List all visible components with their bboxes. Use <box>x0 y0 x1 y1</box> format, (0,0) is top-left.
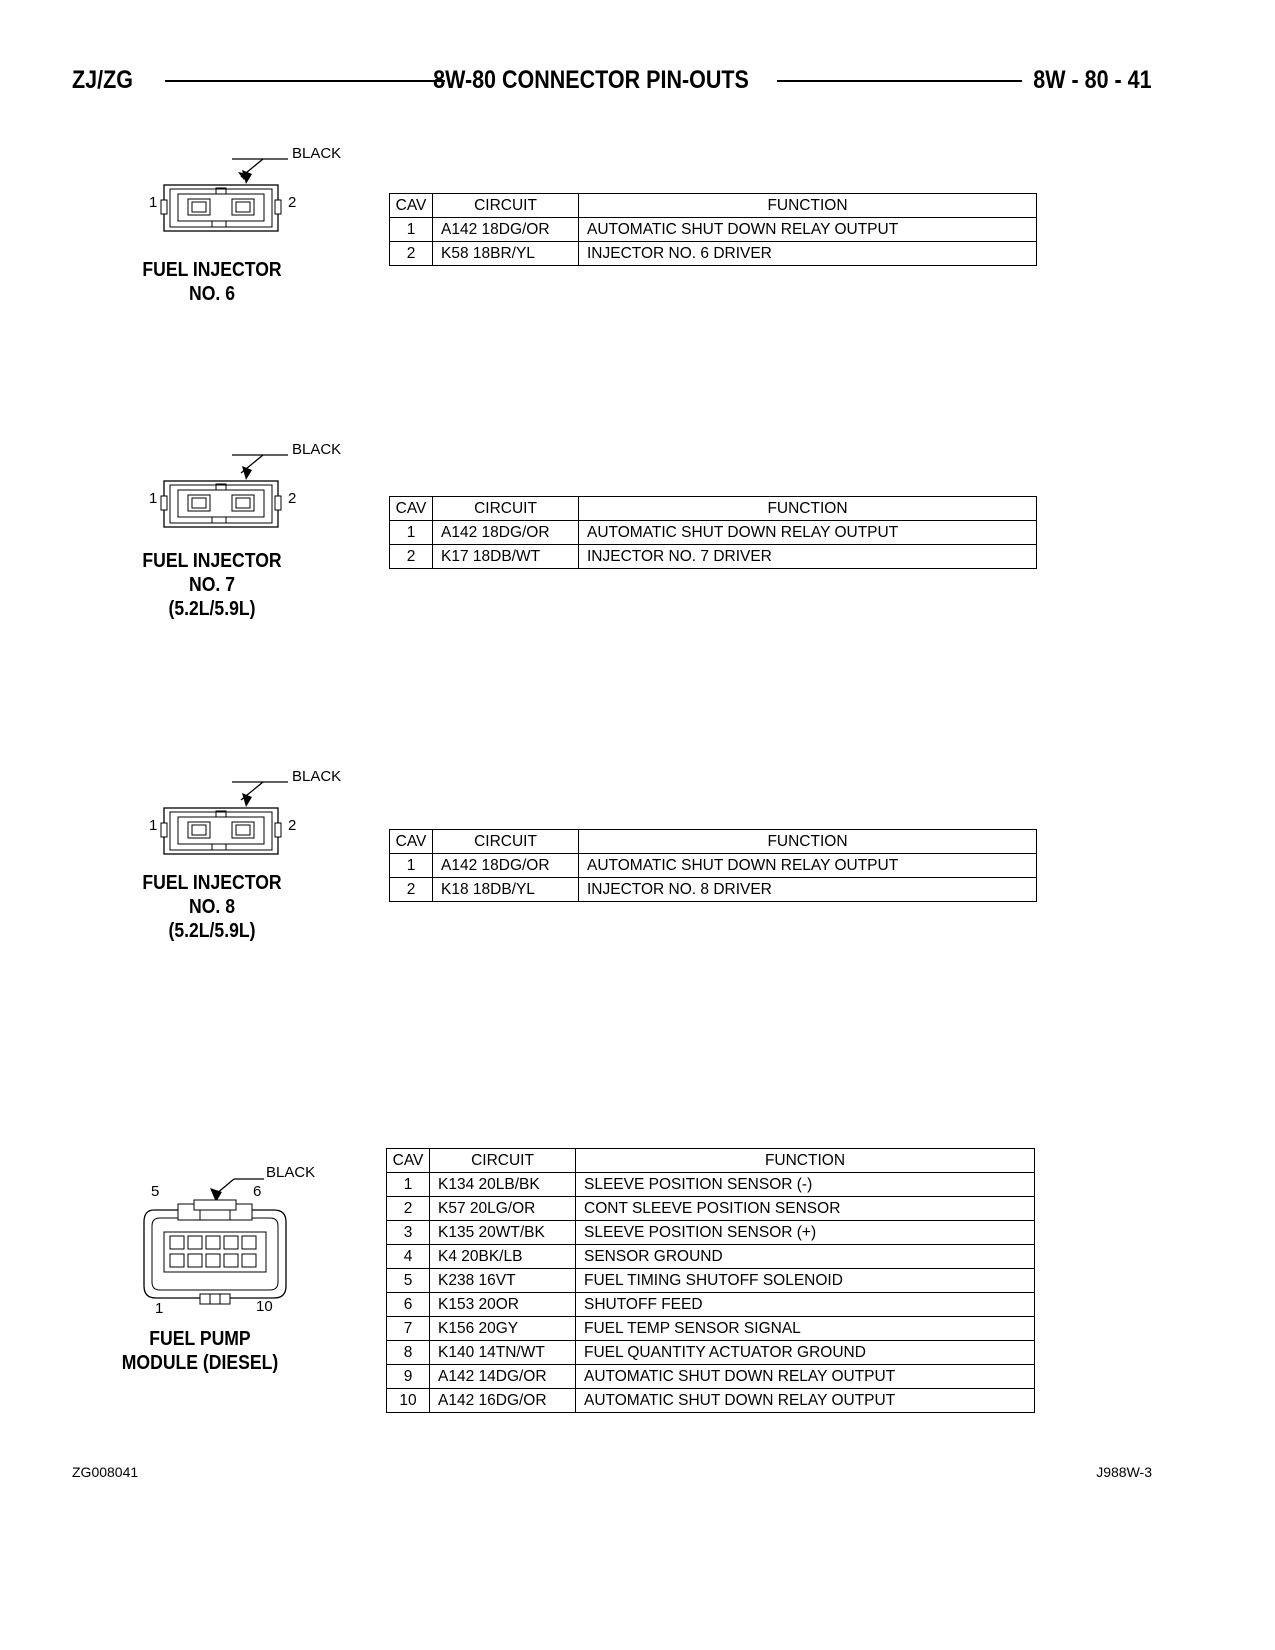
header-rule-left <box>165 80 445 82</box>
header-function: FUNCTION <box>579 497 1037 521</box>
table-row <box>387 1221 1035 1245</box>
function-cell: AUTOMATIC SHUT DOWN RELAY OUTPUT <box>579 521 1037 545</box>
table-row <box>390 878 1037 902</box>
circuit-cell: K153 20OR <box>430 1293 576 1317</box>
table-row <box>390 854 1037 878</box>
table-header-row <box>390 497 1037 521</box>
table-row <box>387 1269 1035 1293</box>
function-cell: INJECTOR NO. 7 DRIVER <box>579 545 1037 569</box>
pin-number-top-left: 5 <box>151 1183 160 1200</box>
function-cell: AUTOMATIC SHUT DOWN RELAY OUTPUT <box>579 854 1037 878</box>
function-cell: SENSOR GROUND <box>576 1245 1035 1269</box>
cav-cell: 2 <box>390 242 433 266</box>
table-row <box>387 1341 1035 1365</box>
table-row <box>387 1317 1035 1341</box>
page-title: 8W-80 CONNECTOR PIN-OUTS <box>433 66 749 94</box>
cav-cell: 1 <box>387 1173 430 1197</box>
function-cell: CONT SLEEVE POSITION SENSOR <box>576 1197 1035 1221</box>
circuit-cell: K134 20LB/BK <box>430 1173 576 1197</box>
cav-cell: 4 <box>387 1245 430 1269</box>
cav-cell: 5 <box>387 1269 430 1293</box>
function-cell: INJECTOR NO. 8 DRIVER <box>579 878 1037 902</box>
connector-title-line: NO. 7 <box>189 574 235 596</box>
cav-cell: 2 <box>390 878 433 902</box>
table-row <box>390 218 1037 242</box>
connector-title-line: FUEL PUMP <box>149 1328 251 1350</box>
table-row <box>390 545 1037 569</box>
table-header-row <box>390 830 1037 854</box>
cav-cell: 9 <box>387 1365 430 1389</box>
cav-cell: 1 <box>390 854 433 878</box>
table-row <box>387 1293 1035 1317</box>
table-row <box>387 1365 1035 1389</box>
function-cell: AUTOMATIC SHUT DOWN RELAY OUTPUT <box>576 1389 1035 1413</box>
table-row <box>387 1389 1035 1413</box>
circuit-cell: K135 20WT/BK <box>430 1221 576 1245</box>
function-cell: FUEL QUANTITY ACTUATOR GROUND <box>576 1341 1035 1365</box>
pin-number-right: 2 <box>288 194 297 211</box>
circuit-cell: K18 18DB/YL <box>433 878 579 902</box>
figure-id: ZG008041 <box>72 1464 139 1480</box>
cav-cell: 2 <box>390 545 433 569</box>
pinout-table <box>389 496 1037 569</box>
cav-cell: 1 <box>390 521 433 545</box>
pump-table-body <box>387 1173 1035 1413</box>
pin-number-bottom-right: 10 <box>256 1298 273 1315</box>
cav-cell: 3 <box>387 1221 430 1245</box>
cav-cell: 8 <box>387 1341 430 1365</box>
connector-title <box>106 549 317 621</box>
connector-title <box>94 1327 305 1375</box>
connector-title-line: (5.2L/5.9L) <box>168 598 256 620</box>
table-row <box>387 1197 1035 1221</box>
connector-title-line: NO. 6 <box>189 283 235 305</box>
header-function: FUNCTION <box>576 1149 1035 1173</box>
cav-cell: 7 <box>387 1317 430 1341</box>
header-circuit: CIRCUIT <box>433 194 579 218</box>
table-row <box>387 1173 1035 1197</box>
circuit-cell: A142 16DG/OR <box>430 1389 576 1413</box>
circuit-cell: A142 18DG/OR <box>433 218 579 242</box>
connector-color-label: BLACK <box>292 145 342 162</box>
circuit-cell: A142 18DG/OR <box>433 854 579 878</box>
function-cell: AUTOMATIC SHUT DOWN RELAY OUTPUT <box>579 218 1037 242</box>
connector-color-label: BLACK <box>292 441 342 458</box>
circuit-cell: K17 18DB/WT <box>433 545 579 569</box>
header-cav: CAV <box>390 497 433 521</box>
header-rule-right <box>777 80 1022 82</box>
header-function: FUNCTION <box>579 194 1037 218</box>
pin-number-left: 1 <box>149 817 158 834</box>
pin-number-top-right: 6 <box>253 1183 262 1200</box>
table-row <box>390 521 1037 545</box>
connector-title-line: FUEL INJECTOR <box>142 550 282 572</box>
pin-number-left: 1 <box>149 490 158 507</box>
circuit-cell: A142 14DG/OR <box>430 1365 576 1389</box>
cav-cell: 6 <box>387 1293 430 1317</box>
header-cav: CAV <box>387 1149 430 1173</box>
circuit-cell: K58 18BR/YL <box>433 242 579 266</box>
pinout-table <box>389 829 1037 902</box>
table-header-row <box>390 194 1037 218</box>
function-cell: AUTOMATIC SHUT DOWN RELAY OUTPUT <box>576 1365 1035 1389</box>
circuit-cell: K4 20BK/LB <box>430 1245 576 1269</box>
connector-title-line: (5.2L/5.9L) <box>168 920 256 942</box>
header-circuit: CIRCUIT <box>430 1149 576 1173</box>
connector-title <box>106 871 317 943</box>
pinout-table <box>389 193 1037 266</box>
connector-title-line: FUEL INJECTOR <box>142 259 282 281</box>
header-circuit: CIRCUIT <box>433 830 579 854</box>
cav-cell: 1 <box>390 218 433 242</box>
page-number: 8W - 80 - 41 <box>1033 66 1152 94</box>
pin-number-right: 2 <box>288 817 297 834</box>
cav-cell: 2 <box>387 1197 430 1221</box>
header-circuit: CIRCUIT <box>433 497 579 521</box>
connector-color-label: BLACK <box>292 768 342 785</box>
connector-title-line: MODULE (DIESEL) <box>121 1352 279 1374</box>
connector-title <box>106 258 317 306</box>
table-row <box>390 242 1037 266</box>
connector-color-label: BLACK <box>266 1164 316 1181</box>
document-code: J988W-3 <box>1096 1464 1152 1480</box>
function-cell: FUEL TIMING SHUTOFF SOLENOID <box>576 1269 1035 1293</box>
circuit-cell: K156 20GY <box>430 1317 576 1341</box>
connector-diagram-10pin <box>140 1170 300 1320</box>
header-cav: CAV <box>390 194 433 218</box>
circuit-cell: K238 16VT <box>430 1269 576 1293</box>
function-cell: FUEL TEMP SENSOR SIGNAL <box>576 1317 1035 1341</box>
cav-cell: 10 <box>387 1389 430 1413</box>
circuit-cell: A142 18DG/OR <box>433 521 579 545</box>
connector-title-line: NO. 8 <box>189 896 235 918</box>
table-header-row <box>387 1149 1035 1173</box>
circuit-cell: K140 14TN/WT <box>430 1341 576 1365</box>
header-function: FUNCTION <box>579 830 1037 854</box>
circuit-cell: K57 20LG/OR <box>430 1197 576 1221</box>
pin-number-right: 2 <box>288 490 297 507</box>
connector-title-line: FUEL INJECTOR <box>142 872 282 894</box>
function-cell: SLEEVE POSITION SENSOR (+) <box>576 1221 1035 1245</box>
function-cell: SHUTOFF FEED <box>576 1293 1035 1317</box>
table-row <box>387 1245 1035 1269</box>
function-cell: SLEEVE POSITION SENSOR (-) <box>576 1173 1035 1197</box>
function-cell: INJECTOR NO. 6 DRIVER <box>579 242 1037 266</box>
pin-number-bottom-left: 1 <box>155 1300 164 1317</box>
header-cav: CAV <box>390 830 433 854</box>
pinout-table <box>386 1148 1035 1413</box>
model-code: ZJ/ZG <box>72 66 133 94</box>
pin-number-left: 1 <box>149 194 158 211</box>
